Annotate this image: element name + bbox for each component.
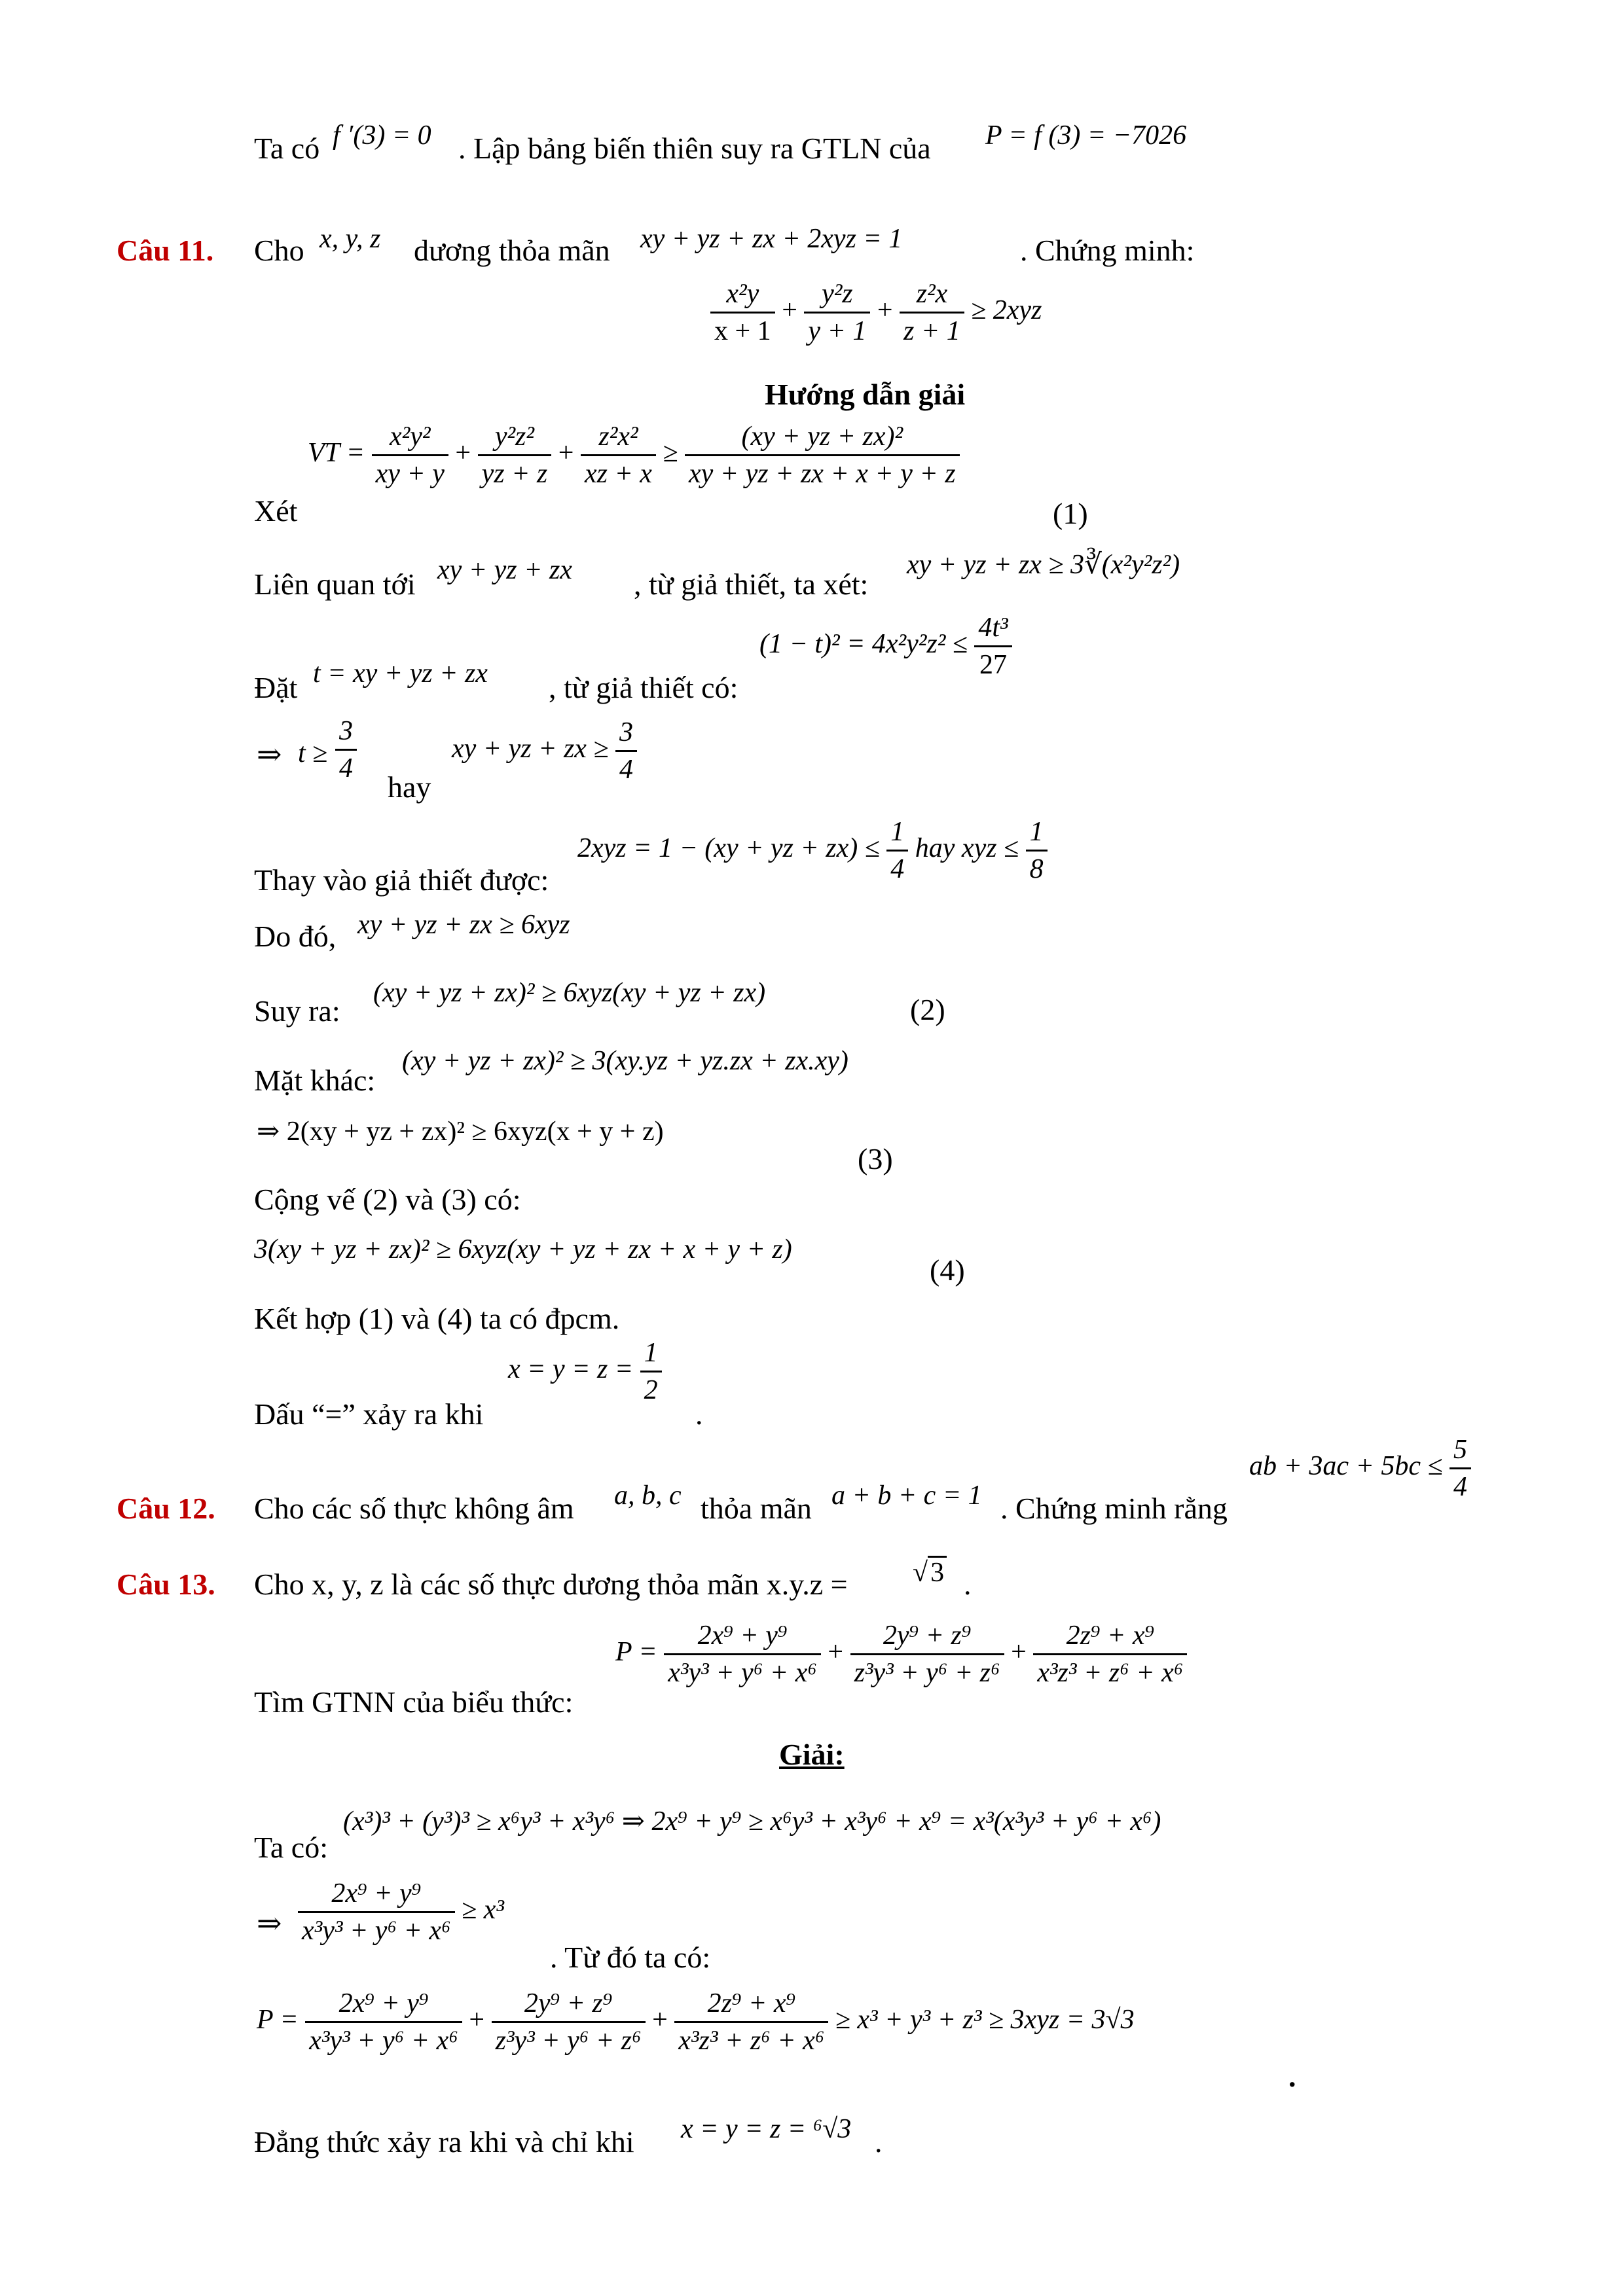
intro-text: . Lập bảng biến thiên suy ra GTLN của bbox=[458, 132, 931, 165]
fprime-expr: f ′(3) = 0 bbox=[333, 120, 431, 151]
dang-thuc-dot: . bbox=[875, 2125, 883, 2159]
lien-quan-inequality: xy + yz + zx ≥ 3∛(x²y²z²) bbox=[907, 550, 1180, 580]
do-do-expr: xy + yz + zx ≥ 6xyz bbox=[357, 910, 570, 940]
mat-khac-text: Mặt khác: bbox=[254, 1064, 376, 1097]
giai-heading: Giải: bbox=[779, 1738, 845, 1771]
dang-thuc-text: Đẳng thức xảy ra khi và chỉ khi bbox=[254, 2125, 634, 2159]
cong-ve-text: Cộng vế (2) và (3) có: bbox=[254, 1183, 521, 1216]
tu-do-text: . Từ đó ta có: bbox=[550, 1941, 711, 1974]
p-value-expr: P = f (3) = −7026 bbox=[985, 120, 1187, 151]
dat-tail: , từ giả thiết có: bbox=[549, 671, 739, 704]
dau-dot: . bbox=[695, 1397, 703, 1431]
thay-text: Thay vào giả thiết được: bbox=[254, 863, 549, 897]
t-ge: t ≥ bbox=[298, 738, 328, 768]
eq-number-3: (3) bbox=[858, 1142, 893, 1175]
q11-cho: Cho bbox=[254, 234, 304, 267]
xet-text: Xét bbox=[254, 494, 298, 528]
final-dot: . bbox=[1288, 2060, 1296, 2093]
q13-sqrt3: √3 bbox=[913, 1559, 947, 1587]
p-final-expression: P = $\frac{\text{2x⁹ + y⁹}}{\text{x³y³ + y⁶ + x⁶}}$ + $\frac{\text{2y⁹ + z⁹}}{\text{z³y³ + y⁶ + z⁶}}$ + $\frac{\text{2z⁹ + x⁹}}{\text{x³z³ + z⁶ + x⁶}}$ ≥ x³ + y³ + z³ ≥ 3xyz = 3√3 bbox=[257, 1988, 1135, 2056]
lien-quan-expr: xy + yz + zx bbox=[437, 555, 572, 585]
q11-chung-minh: . Chứng minh: bbox=[1020, 234, 1195, 267]
q11-inequality: $\frac{\text{x²y}}{x + 1}$ + $\frac{\text{y²z}}{y + 1}$ + $\frac{\text{z²x}}{z + 1}$ ≥ 2xyz bbox=[710, 280, 1042, 345]
eq-number-4: (4) bbox=[930, 1253, 965, 1287]
cong-ve-expr: 3(xy + yz + zx)² ≥ 6xyz(xy + yz + zx + x + y + z) bbox=[254, 1234, 792, 1265]
dau-text: Dấu “=” xảy ra khi bbox=[254, 1397, 484, 1431]
mat-khac-expr: (xy + yz + zx)² ≥ 3(xy.yz + yz.zx + zx.xy) bbox=[402, 1046, 848, 1076]
thay-expr: 2xyz = 1 − (xy + yz + zx) ≤ $\frac{1}{4}$ hay xyz ≤ $\frac{1}{8}$ bbox=[577, 818, 1048, 883]
q12-text: Cho các số thực không âm bbox=[254, 1492, 574, 1525]
q12-inequality: ab + 3ac + 5bc ≤ $\frac{5}{4}$ bbox=[1249, 1436, 1471, 1501]
eq-number-1: (1) bbox=[1053, 497, 1088, 530]
term-bound: $\frac{\text{2x⁹ + y⁹}}{\text{x³y³ + y⁶ + x⁶}}$ ≥ x³ bbox=[298, 1880, 504, 1945]
do-do-text: Do đó, bbox=[254, 920, 337, 953]
lien-quan-text: Liên quan tới bbox=[254, 567, 416, 601]
q13-dot: . bbox=[964, 1568, 972, 1601]
p-expression: P = $\frac{\text{2x⁹ + y⁹}}{\text{x³y³ + y⁶ + x⁶}}$ + $\frac{\text{2y⁹ + z⁹}}{\text{z³y³ + y⁶ + z⁶}}$ + $\frac{\text{2z⁹ + x⁹}}{\text{x³z³ + z⁶ + x⁶}}$ bbox=[615, 1622, 1187, 1687]
q12-chung-minh: . Chứng minh rằng bbox=[1000, 1492, 1228, 1525]
dau-expr: x = y = z = $\frac{1}{2}$ bbox=[508, 1339, 662, 1404]
implies-symbol-2: ⇒ bbox=[257, 1907, 282, 1940]
q12-label: Câu 12. bbox=[117, 1492, 215, 1525]
q11-label: Câu 11. bbox=[117, 234, 214, 267]
ta-co-expr: (x³)³ + (y³)³ ≥ x⁶y³ + x³y⁶ ⇒ 2x⁹ + y⁹ ≥ x⁶y³ + x³y⁶ + x⁹ = x³(x³y³ + y⁶ + x⁶) bbox=[343, 1806, 1161, 1837]
t-bound-fraction: $\frac{3}{4}$ bbox=[335, 717, 357, 782]
implies-symbol: ⇒ bbox=[257, 738, 282, 771]
q12-condition: a + b + c = 1 bbox=[831, 1480, 982, 1511]
sum-bound: xy + yz + zx ≥ $\frac{3}{4}$ bbox=[452, 719, 637, 783]
dat-expr: t = xy + yz + zx bbox=[313, 658, 488, 689]
q12-thoa-man: thỏa mãn bbox=[701, 1492, 812, 1525]
ta-co-text: Ta có bbox=[254, 132, 320, 165]
q12-vars: a, b, c bbox=[614, 1480, 682, 1511]
ta-co-label: Ta có: bbox=[254, 1831, 329, 1864]
q11-duong: dương thỏa mãn bbox=[414, 234, 610, 267]
implies-expr: ⇒ 2(xy + yz + zx)² ≥ 6xyz(x + y + z) bbox=[257, 1117, 664, 1147]
q11-vars: x, y, z bbox=[319, 224, 381, 254]
tim-gtnn-text: Tìm GTNN của biểu thức: bbox=[254, 1685, 574, 1719]
q13-label: Câu 13. bbox=[117, 1568, 215, 1601]
lien-quan-tail: , từ giả thiết, ta xét: bbox=[634, 567, 869, 601]
hay-text: hay bbox=[388, 770, 431, 804]
q11-heading: Hướng dẫn giải bbox=[765, 378, 966, 411]
dat-inequality: (1 − t)² = 4x²y²z² ≤ $\frac{\text{4t³}}{27}$ bbox=[759, 614, 1012, 679]
eq-number-2: (2) bbox=[910, 993, 945, 1026]
q13-text: Cho x, y, z là các số thực dương thỏa mãn x.y.z = bbox=[254, 1568, 848, 1601]
ket-hop-text: Kết hợp (1) và (4) ta có đpcm. bbox=[254, 1302, 620, 1335]
dat-text: Đặt bbox=[254, 671, 298, 704]
suy-ra-expr: (xy + yz + zx)² ≥ 6xyz(xy + yz + zx) bbox=[373, 978, 766, 1008]
suy-ra-text: Suy ra: bbox=[254, 994, 340, 1028]
q11-condition: xy + yz + zx + 2xyz = 1 bbox=[640, 224, 903, 254]
vt-expression: VT = $\frac{\text{x²y²}}{xy + y}$ + $\frac{\text{y²z²}}{yz + z}$ + $\frac{\text{z²x²}}{xz + x}$ ≥ $\frac{\text{(xy + yz + zx)²}}{xy + yz + zx + x + y + z}$ bbox=[308, 423, 960, 488]
dang-thuc-expr: x = y = z = ⁶√3 bbox=[681, 2114, 852, 2144]
